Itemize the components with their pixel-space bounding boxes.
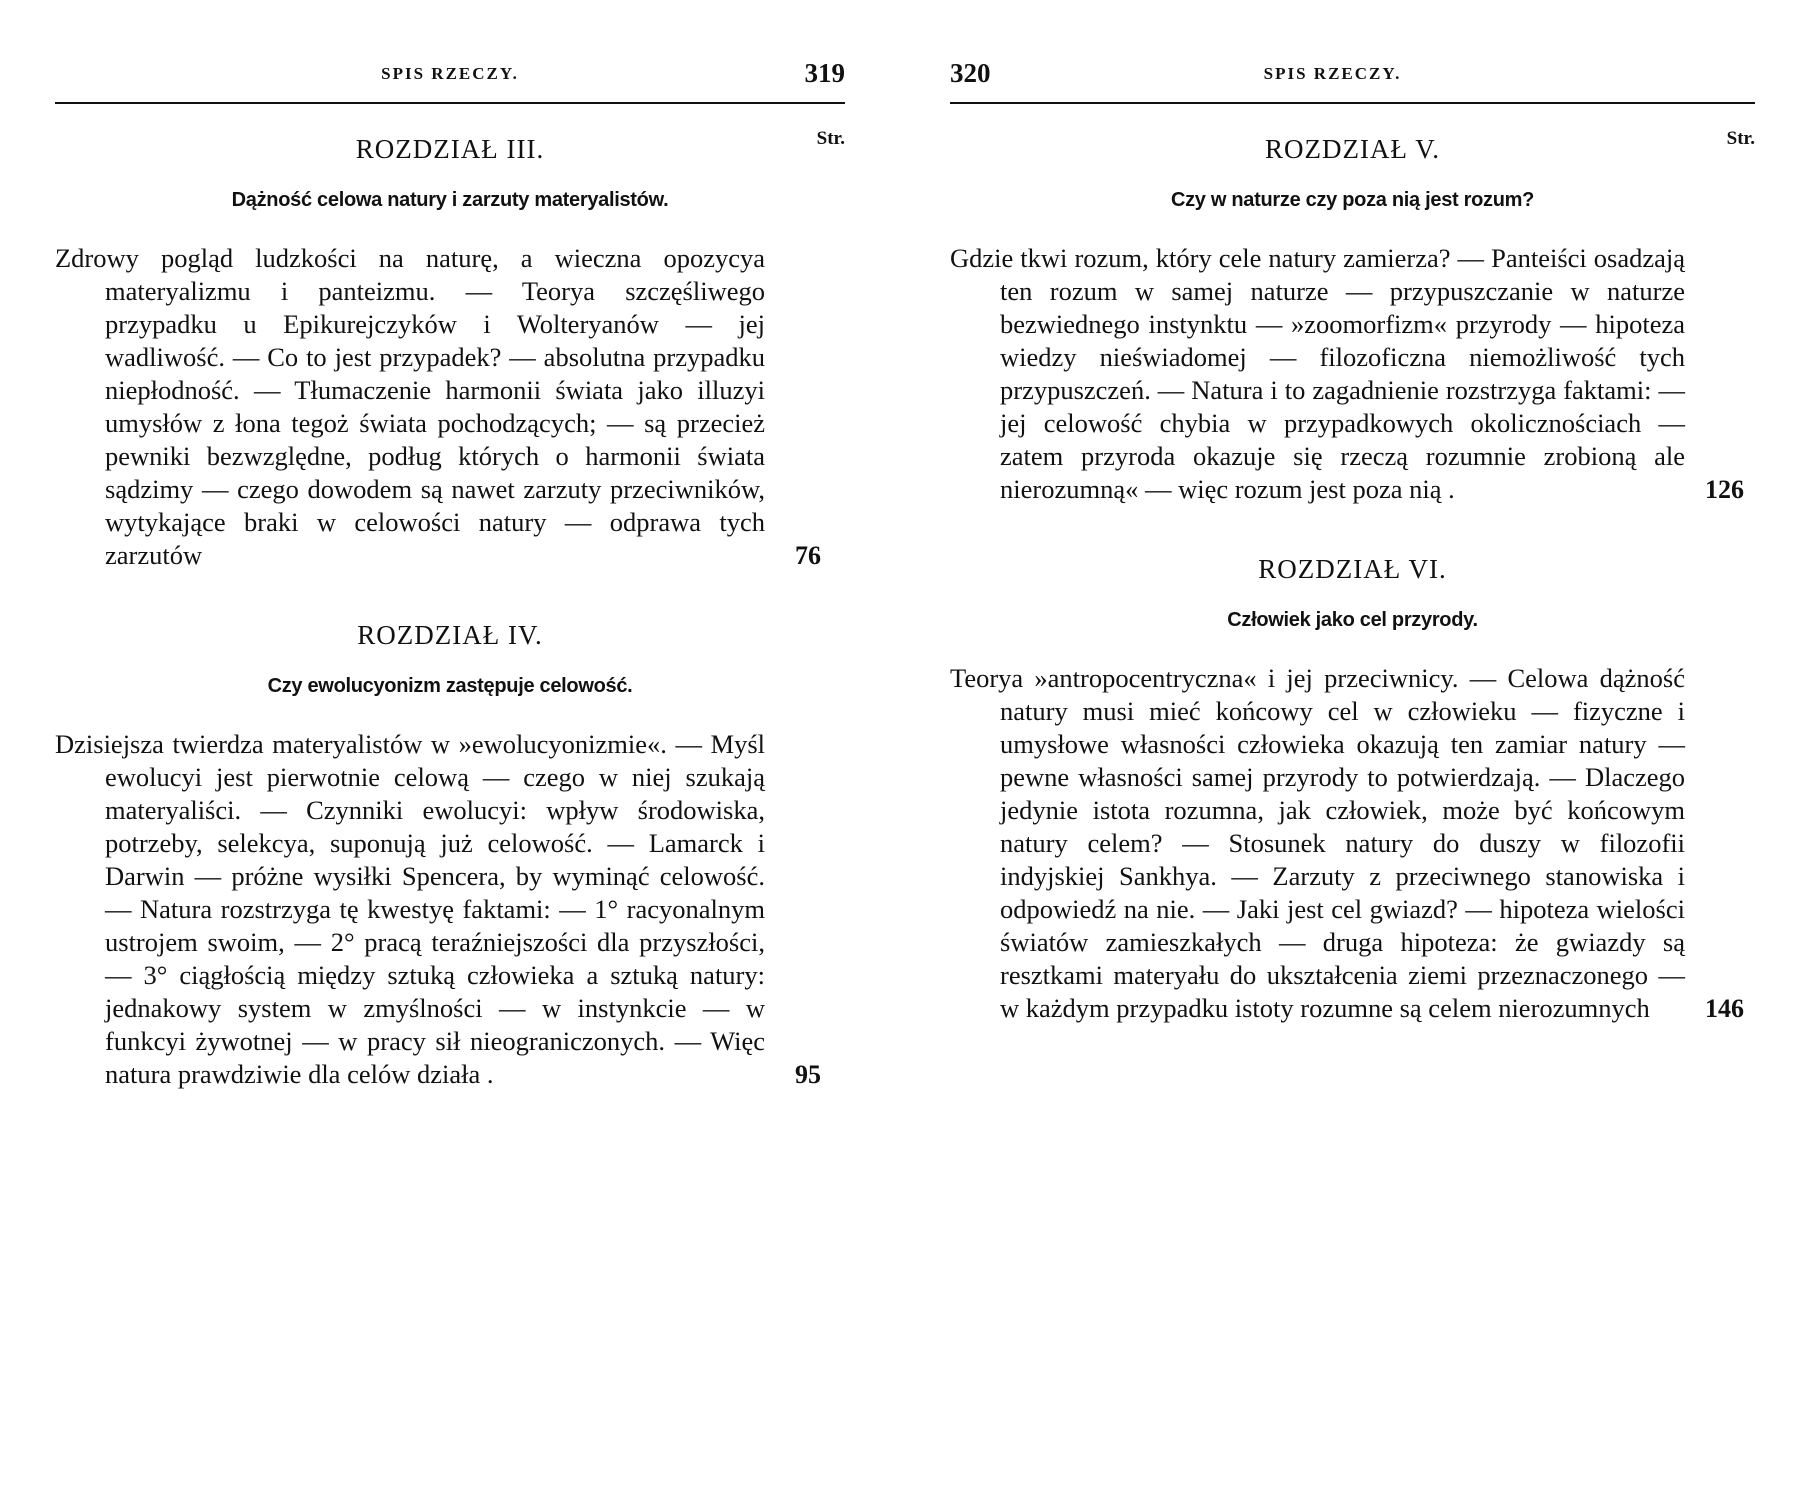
page-number: 319 (804, 58, 845, 88)
running-title: SPIS RZECZY. (381, 64, 519, 83)
running-head (55, 58, 845, 98)
chapter-heading: ROZDZIAŁ V. (1264, 134, 1440, 164)
header-rule (55, 102, 845, 104)
header-rule (950, 102, 1755, 104)
chapter-summary: Teorya »antropocentryczna« i jej przeciwnicy. — Celowa dążność natury musi mieć końcowy cel w człowieku — fizyczne i umysłowe własności człowieka okazują ten zamiar natury — pewne własności samej przyrody to potwierdzają. — Dlaczego jedynie istota rozumna, jak człowiek, może być końcowym natury celem? — Stosunek natury do duszy w filozofii indyjskiej Sankhya. — Zarzuty z przeciwnego stanowiska i odpowiedź na nie. — Jaki jest cel gwiazd? — hipoteza wielości światów zamieszkałych — druga hipoteza: że gwiazdy są resztkami materyału do ukształcenia ziemi przeznaczonego — w każdym przypadku istoty rozumne są celem nierozumnych 146 (950, 663, 1744, 1023)
summary-text: Gdzie tkwi rozum, który cele natury zamierza? — Panteiści osadzają ten rozum w samej naturze — przypuszczanie w naturze bezwiednego instynktu — »zoomorfizm« przyrody — hipoteza wiedzy nieświadomej — filozoficzna niemożliwość tych przypuszczeń. — Natura i to zagadnienie rozstrzyga faktami: — jej celowość chybia w przypadkowych okolicznościach — zatem przyroda okazuje się rzeczą rozumnie zrobioną ale nierozumną« — więc rozum jest poza nią . (950, 243, 1685, 504)
chapter-subtitle: Czy w naturze czy poza nią jest rozum? (1170, 189, 1535, 211)
chapter-summary: Gdzie tkwi rozum, który cele natury zamierza? — Panteiści osadzają ten rozum w samej naturze — przypuszczanie w naturze bezwiednego instynktu — »zoomorfizm« przyrody — hipoteza wiedzy nieświadomej — filozoficzna niemożliwość tych przypuszczeń. — Natura i to zagadnienie rozstrzyga faktami: — jej celowość chybia w przypadkowych okolicznościach — zatem przyroda okazuje się rzeczą rozumnie zrobioną ale nierozumną« — więc rozum jest poza nią . 126 (950, 243, 1744, 504)
page-number: 320 (950, 58, 991, 88)
right-page (950, 0, 1755, 1500)
chapter-3 (55, 134, 845, 572)
chapter-4 (55, 620, 845, 1091)
summary-text: Dzisiejsza twierdza materyalistów w »ewolucyonizmie«. — Myśl ewolucyi jest pierwotnie celową — czego w niej szukają materyaliści. — Czynniki ewolucyi: wpływ środowiska, potrzeby, selekcya, suponują już celowość. — Lamarck i Darwin — próżne wysiłki Spencera, by wyminąć celowość. — Natura rozstrzyga tę kwestyę faktami: — 1° racyonalnym ustrojem swoim, — 2° pracą teraźniejszości dla przyszłości, — 3° ciągłością między sztuką człowieka a sztuką natury: jednakowy system w zmyślności — w instynkcie — w funkcyi żywotnej — w pracy sił nieograniczonych. — Więc natura prawdziwie dla celów działa . (55, 729, 765, 1089)
column-label: Str. (816, 128, 845, 149)
column-label: Str. (1726, 128, 1755, 149)
chapter-summary: Dzisiejsza twierdza materyalistów w »ewolucyonizmie«. — Myśl ewolucyi jest pierwotnie celową — czego w niej szukają materyaliści. — Czynniki ewolucyi: wpływ środowiska, potrzeby, selekcya, suponują już celowość. — Lamarck i Darwin — próżne wysiłki Spencera, by wyminąć celowość. — Natura rozstrzyga tę kwestyę faktami: — 1° racyonalnym ustrojem swoim, — 2° pracą teraźniejszości dla przyszłości, — 3° ciągłością między sztuką człowieka a sztuką natury: jednakowy system w zmyślności — w instynkcie — w funkcyi żywotnej — w pracy sił nieograniczonych. — Więc natura prawdziwie dla celów działa . 95 (55, 729, 821, 1089)
chapter-6 (950, 554, 1755, 1025)
chapter-subtitle: Czy ewolucyonizm zastępuje celowość. (267, 675, 633, 697)
chapter-heading: ROZDZIAŁ VI. (1258, 554, 1447, 584)
summary-text: Teorya »antropocentryczna« i jej przeciwnicy. — Celowa dążność natury musi mieć końcowy cel w człowieku — fizyczne i umysłowe własności człowieka okazują ten zamiar natury — pewne własności samej przyrody to potwierdzają. — Dlaczego jedynie istota rozumna, jak człowiek, może być końcowym natury celem? — Stosunek natury do duszy w filozofii indyjskiej Sankhya. — Zarzuty z przeciwnego stanowiska i odpowiedź na nie. — Jaki jest cel gwiazd? — hipoteza wielości światów zamieszkałych — druga hipoteza: że gwiazdy są resztkami materyału do ukształcenia ziemi przeznaczonego — w każdym przypadku istoty rozumne są celem nierozumnych (950, 663, 1685, 1023)
summary-text: Zdrowy pogląd ludzkości na naturę, a wieczna opozycya materyalizmu i panteizmu. — Teorya szczęśliwego przypadku u Epikurejczyków i Wolteryanów — jej wadliwość. — Co to jest przypadek? — absolutna przypadku niepłodność. — Tłumaczenie harmonii świata jako illuzyi umysłów z łona tegoż świata pochodzących; — są przecież pewniki bezwzględne, podług których o harmonii świata sądzimy — czego dowodem są nawet zarzuty przeciwników, wytykające braki w celowości natury — odprawa tych zarzutów (55, 243, 765, 570)
chapter-subtitle: Dążność celowa natury i zarzuty materyalistów. (231, 189, 669, 211)
left-page (55, 0, 845, 1500)
chapter-summary: Zdrowy pogląd ludzkości na naturę, a wieczna opozycya materyalizmu i panteizmu. — Teorya szczęśliwego przypadku u Epikurejczyków i Wolteryanów — jej wadliwość. — Co to jest przypadek? — absolutna przypadku niepłodność. — Tłumaczenie harmonii świata jako illuzyi umysłów z łona tegoż świata pochodzących; — są przecież pewniki bezwzględne, podług których o harmonii świata sądzimy — czego dowodem są nawet zarzuty przeciwników, wytykające braki w celowości natury — odprawa tych zarzutów 76 (55, 243, 821, 570)
chapter-heading: ROZDZIAŁ IV. (357, 620, 543, 650)
running-title: SPIS RZECZY. (1263, 64, 1402, 83)
chapter-subtitle: Człowiek jako cel przyrody. (1227, 609, 1478, 631)
chapter-heading: ROZDZIAŁ III. (355, 134, 545, 164)
chapter-5 (950, 134, 1755, 506)
running-head (950, 58, 1755, 98)
